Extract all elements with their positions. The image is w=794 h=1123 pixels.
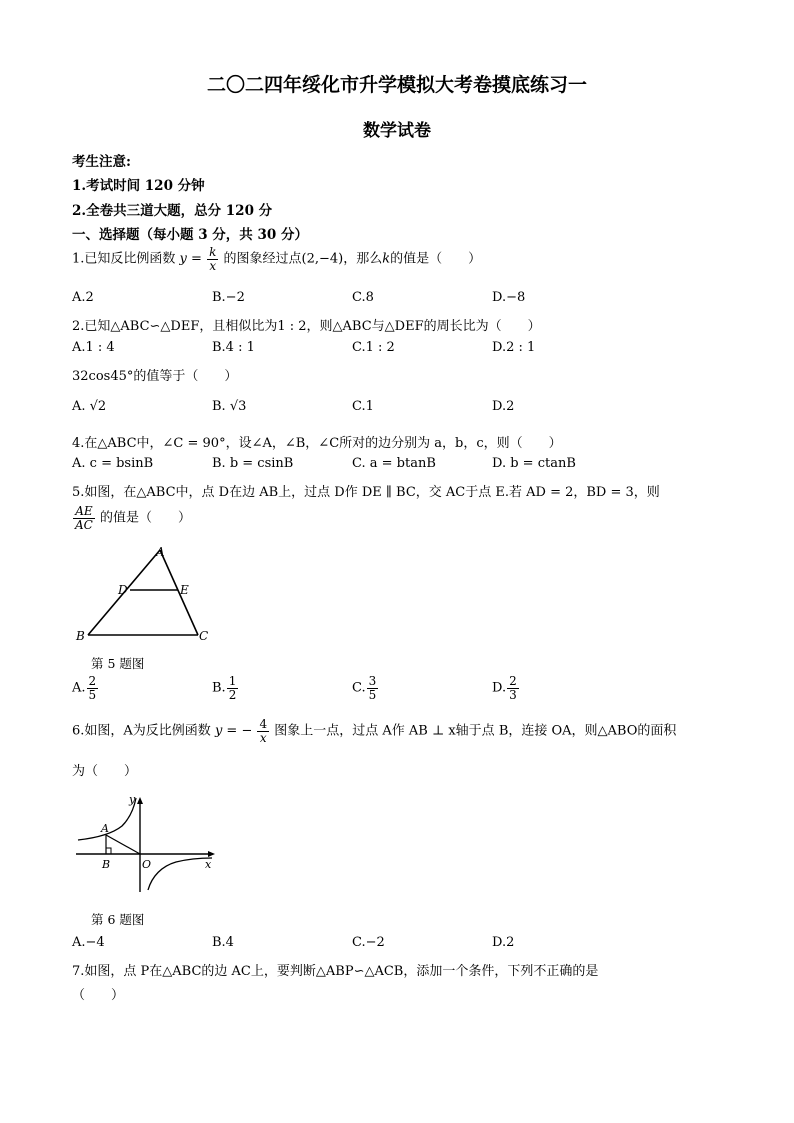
q6-label-a: A <box>101 822 109 835</box>
q1-k: k <box>382 251 391 267</box>
page-title: 二〇二四年绥化市升学模拟大考卷摸底练习一 <box>206 74 587 96</box>
q5-option-a-num: 2 <box>88 674 97 688</box>
notice-item-1: 1.考试时间 120 分钟 <box>72 178 205 194</box>
q3-option-b: B. √3 <box>212 399 247 414</box>
q5-option-c-letter: C. <box>352 680 366 696</box>
q5-option-d-letter: D. <box>492 680 507 696</box>
q6-option-d: D.2 <box>492 935 515 950</box>
q6-label-b: B <box>102 858 111 871</box>
q5-option-a-letter: A. <box>72 680 86 696</box>
q1-option-a: A.2 <box>72 290 94 305</box>
q6-pre: 6.如图，A为反比例函数 <box>72 723 211 739</box>
q5-label-b: B <box>76 629 85 643</box>
q1-y: y = <box>179 251 202 267</box>
question-3: 32cos45°的值等于（ ） <box>72 369 238 384</box>
question-5-line-1: 5.如图，在△ABC中，点 D在边 AB上，过点 D作 DE ∥ BC，交 AC于点 E.若 AD = 2，BD = 3，则 <box>72 485 660 500</box>
question-7-line-2: （ ） <box>72 988 125 1003</box>
q1-option-c: C.8 <box>352 290 374 305</box>
q1-frac-den: x <box>209 258 217 273</box>
q6-frac-den: x <box>259 730 267 745</box>
q5-label-c: C <box>199 629 209 643</box>
q6-option-a: A.−4 <box>72 935 105 950</box>
q5-option-d-fraction <box>507 675 519 701</box>
q5-fraction <box>73 505 95 531</box>
question-7-line-1: 7.如图，点 P在△ABC的边 AC上，要判断△ABP∽△ACB，添加一个条件，下列不正确的是 <box>72 964 599 979</box>
q3-option-a: A. √2 <box>72 399 107 414</box>
q6-graph-figure <box>72 788 222 894</box>
q6-fraction <box>257 718 269 744</box>
q1-frac-num: k <box>209 245 217 259</box>
q6-curve-right <box>148 858 212 890</box>
question-1 <box>72 246 481 272</box>
q5-label-e: E <box>180 583 189 597</box>
q2-option-a: A.1 : 4 <box>72 340 115 355</box>
q5-line-2-text: 的值是（ ） <box>100 510 192 526</box>
q5-frac-den: AC <box>75 517 93 532</box>
question-6-line-2: 为（ ） <box>72 764 138 779</box>
q4-option-c: C. a = btanB <box>352 456 436 471</box>
q1-point: (2,−4) <box>301 251 344 267</box>
q6-frac-num: 4 <box>259 717 268 731</box>
q5-option-a <box>72 675 99 701</box>
q1-post3: 的值是（ ） <box>390 251 482 267</box>
q3-option-d: D.2 <box>492 399 515 414</box>
q5-option-a-den: 5 <box>88 687 97 702</box>
q2-option-d: D.2 : 1 <box>492 340 536 355</box>
q5-option-d-den: 3 <box>509 687 517 702</box>
q5-option-c-num: 3 <box>368 674 377 688</box>
q3-option-c: C.1 <box>352 399 374 414</box>
q6-option-b: B.4 <box>212 935 234 950</box>
q4-option-d: D. b = ctanB <box>492 456 576 471</box>
question-6-line-1 <box>72 718 676 744</box>
q1-option-d: D.−8 <box>492 290 526 305</box>
q6-y: y = − <box>214 723 253 739</box>
question-5-line-2 <box>72 505 191 531</box>
q5-option-c <box>352 675 379 701</box>
q1-fraction <box>207 246 218 272</box>
q4-option-b: B. b = csinB <box>212 456 294 471</box>
q6-y-arrow <box>137 797 143 804</box>
q6-x-arrow <box>208 851 215 857</box>
q5-option-b-den: 2 <box>228 687 237 702</box>
q5-label-d: D <box>118 583 128 597</box>
question-4: 4.在△ABC中，∠C = 90°，设∠A，∠B，∠C所对的边分别为 a，b，c，则（ ） <box>72 436 562 451</box>
q1-option-b: B.−2 <box>212 290 245 305</box>
q1-post: 的图象经过点 <box>223 251 302 267</box>
q5-frac-num: AE <box>73 505 95 519</box>
q5-option-b-fraction <box>227 675 239 701</box>
question-2: 2.已知△ABC∽△DEF，且相似比为1 : 2，则△ABC与△DEF的周长比为（ ） <box>72 319 541 334</box>
q6-right-angle-mark <box>106 848 111 854</box>
notice-item-2: 2.全卷共三道大题，总分 120 分 <box>72 203 273 219</box>
q6-label-y: y <box>129 793 136 806</box>
notice-heading: 考生注意: <box>72 154 131 170</box>
section-1-heading: 一、选择题（每小题 3 分，共 30 分） <box>72 227 308 243</box>
q2-option-c: C.1 : 2 <box>352 340 395 355</box>
q5-triangle-figure <box>72 544 212 644</box>
q5-option-c-fraction <box>367 675 379 701</box>
q5-option-a-fraction <box>87 675 99 701</box>
q6-option-c: C.−2 <box>352 935 385 950</box>
q5-option-d <box>492 675 520 701</box>
q6-post: 图象上一点，过点 A作 AB ⊥ x轴于点 B，连接 OA，则△ABO的面积 <box>274 723 677 739</box>
q5-option-b-num: 1 <box>228 674 237 688</box>
page-subtitle: 数学试卷 <box>363 121 431 141</box>
q6-label-x: x <box>205 858 212 871</box>
q4-option-a: A. c = bsinB <box>72 456 154 471</box>
q1-pre: 1.已知反比例函数 <box>72 251 176 267</box>
q6-label-o: O <box>142 858 152 871</box>
q1-post2: ，那么 <box>343 251 383 267</box>
q5-option-c-den: 5 <box>368 687 377 702</box>
q2-option-b: B.4 : 1 <box>212 340 255 355</box>
q5-figure-caption: 第 5 题图 <box>91 656 145 671</box>
q5-side-ac <box>160 550 198 635</box>
q5-option-b-letter: B. <box>212 680 226 696</box>
q6-figure-caption: 第 6 题图 <box>91 912 145 927</box>
q5-option-b <box>212 675 239 701</box>
q5-label-a: A <box>156 545 165 559</box>
q5-option-d-num: 2 <box>509 674 517 688</box>
